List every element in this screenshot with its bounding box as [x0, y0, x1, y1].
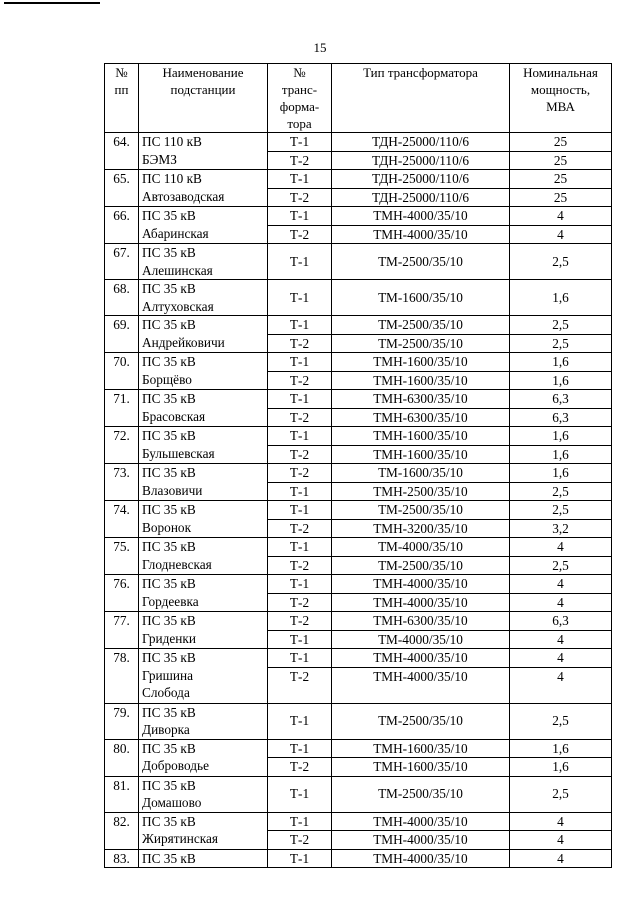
transformer-no: Т-2 [268, 188, 331, 207]
transformer-no: Т-1 [289, 208, 310, 223]
rated-power: 2,5 [510, 482, 611, 501]
row-number: 82. [105, 812, 139, 849]
transformer-no-cell [268, 812, 332, 849]
transformer-type: ТМН-1600/35/10 [373, 428, 468, 443]
transformer-type: ТМ-2500/35/10 [332, 334, 509, 353]
substation-name-line: Гришина [142, 667, 193, 683]
page-number: 15 [313, 40, 327, 55]
table-row [105, 649, 612, 704]
transformer-type: ТДН-25000/110/6 [371, 171, 470, 186]
table-row [105, 464, 612, 501]
rated-power: 25 [553, 171, 568, 186]
substation-name [139, 316, 268, 353]
substation-name-line: ПС 35 кВ [142, 391, 196, 406]
table-row [105, 849, 612, 868]
substation-name-line: Абаринская [142, 225, 209, 241]
substation-name-line: Автозаводская [142, 188, 225, 204]
transformer-type-cell: ТМ-2500/35/10 [332, 703, 510, 739]
transformer-type-cell: ТМ-1600/35/10 [332, 280, 510, 316]
substation-name-line: Диворка [142, 722, 190, 737]
table-row [105, 280, 612, 316]
rated-power: 4 [510, 667, 611, 686]
rated-power: 4 [557, 813, 564, 829]
rated-power: 2,5 [510, 556, 611, 575]
transformer-type-cell [332, 170, 510, 207]
transformer-no-cell: Т-1 [268, 776, 332, 812]
table-row [105, 501, 612, 538]
transformer-type-cell [332, 812, 510, 849]
row-number: 74. [105, 501, 139, 538]
transformer-no: Т-2 [268, 225, 331, 244]
rated-power: 4 [510, 630, 611, 649]
rated-power-cell [510, 353, 612, 390]
rated-power: 2,5 [552, 317, 569, 332]
row-number: 71. [105, 390, 139, 427]
header-rated-power: Номинальная мощность, МВА [510, 64, 612, 133]
substation-name-line: ПС 35 кВ [142, 740, 196, 756]
substation-name [139, 849, 268, 868]
table-row [105, 244, 612, 280]
rated-power-cell [510, 649, 612, 704]
transformer-type-cell [332, 501, 510, 538]
substation-name-line: ПС 35 кВ [142, 704, 196, 720]
row-number: 77. [105, 612, 139, 649]
transformer-type: ТМН-3200/35/10 [332, 519, 509, 538]
transformer-no-cell [268, 390, 332, 427]
substation-name-line: ПС 35 кВ [142, 650, 196, 665]
transformer-type-cell [332, 575, 510, 612]
transformer-no: Т-2 [268, 667, 331, 686]
rated-power: 25 [510, 151, 611, 170]
transformer-type: ТМН-6300/35/10 [373, 613, 468, 628]
transformer-type: ТМН-4000/35/10 [373, 650, 468, 665]
rated-power-cell [510, 501, 612, 538]
substation-name-line: ПС 35 кВ [142, 613, 196, 628]
transformer-no: Т-2 [268, 830, 331, 849]
substation-name-line: Воронок [142, 519, 192, 535]
substation-name-line: Брасовская [142, 408, 206, 424]
transformer-type: ТМН-1600/35/10 [373, 740, 468, 756]
substation-name [139, 649, 268, 704]
transformer-type: ТМН-2500/35/10 [332, 482, 509, 501]
rated-power: 4 [557, 208, 564, 223]
cell-padding [510, 685, 611, 703]
transformer-no-cell [268, 575, 332, 612]
substation-name [139, 464, 268, 501]
rated-power-cell: 2,5 [510, 244, 612, 280]
rated-power: 25 [510, 188, 611, 207]
substation-name [139, 776, 268, 812]
table-row [105, 612, 612, 649]
substation-name-line: ПС 35 кВ [142, 576, 196, 591]
table-header-row [105, 64, 612, 133]
substation-name [139, 353, 268, 390]
substation-name [139, 427, 268, 464]
transformer-no: Т-1 [289, 502, 310, 517]
row-number: 70. [105, 353, 139, 390]
transformer-type-cell [332, 390, 510, 427]
transformer-no: Т-1 [268, 630, 331, 649]
transformer-no-cell: Т-1 [268, 244, 332, 280]
substation-name-line: Доброводье [142, 758, 209, 773]
row-number: 81. [105, 776, 139, 812]
cell-padding [332, 685, 509, 703]
rated-power-cell: 4 [510, 849, 612, 868]
transformer-no: Т-1 [289, 539, 310, 554]
rated-power-cell: 2,5 [510, 776, 612, 812]
substation-name-line: ПС 35 кВ [142, 428, 196, 443]
substation-name-line: ПС 35 кВ [142, 281, 196, 296]
substation-name [139, 612, 268, 649]
rated-power: 4 [510, 225, 611, 244]
rated-power: 1,6 [552, 428, 569, 443]
row-number: 69. [105, 316, 139, 353]
substation-name-line: ПС 110 кВ [142, 171, 202, 186]
substation-name [139, 703, 268, 739]
transformer-type: ТДН-25000/110/6 [332, 151, 509, 170]
table-row [105, 133, 612, 170]
transformer-no: Т-2 [268, 151, 331, 170]
transformer-type: ТМН-1600/35/10 [373, 354, 468, 369]
transformer-no-cell [268, 316, 332, 353]
rated-power: 1,6 [510, 445, 611, 464]
rated-power-cell [510, 739, 612, 776]
substation-name [139, 739, 268, 776]
substation-name [139, 390, 268, 427]
header-transformer-type: Тип трансформатора [332, 64, 510, 133]
transformer-no: Т-1 [268, 482, 331, 501]
transformer-type: ТМН-4000/35/10 [332, 225, 509, 244]
table-row [105, 575, 612, 612]
rated-power: 2,5 [510, 334, 611, 353]
transformer-type: ТМ-4000/35/10 [378, 539, 463, 554]
table-row [105, 812, 612, 849]
substation-name-line: ПС 35 кВ [142, 813, 196, 829]
rated-power: 1,6 [552, 740, 569, 756]
rated-power-cell [510, 464, 612, 501]
transformer-type: ТМН-1600/35/10 [332, 371, 509, 390]
rated-power: 3,2 [510, 519, 611, 538]
row-number: 68. [105, 280, 139, 316]
substation-name-line: Алтуховская [142, 298, 214, 314]
header-substation: Наименование подстанции [139, 64, 268, 133]
transformer-no-cell [268, 464, 332, 501]
row-number: 83. [105, 849, 139, 868]
rated-power: 4 [557, 539, 564, 554]
transformer-type-cell [332, 427, 510, 464]
table-row [105, 427, 612, 464]
table-row [105, 353, 612, 390]
transformer-no: Т-1 [289, 576, 310, 591]
rated-power-cell [510, 316, 612, 353]
transformer-no: Т-2 [268, 593, 331, 612]
transformer-no: Т-2 [268, 556, 331, 575]
row-number: 65. [105, 170, 139, 207]
rated-power: 1,6 [552, 465, 569, 480]
rated-power: 6,3 [510, 408, 611, 427]
rated-power-cell [510, 538, 612, 575]
table-row [105, 538, 612, 575]
table-row [105, 207, 612, 244]
rated-power-cell [510, 207, 612, 244]
transformer-type-cell [332, 612, 510, 649]
rated-power-cell [510, 612, 612, 649]
substation-name-line: Домашово [142, 795, 202, 810]
transformer-type-cell: ТМ-2500/35/10 [332, 244, 510, 280]
transformer-no-cell [268, 133, 332, 170]
substation-name [139, 575, 268, 612]
rated-power-cell: 1,6 [510, 280, 612, 316]
transformer-type: ТМН-4000/35/10 [373, 576, 468, 591]
transformer-type-cell [332, 739, 510, 776]
substation-name-line: Андрейковичи [142, 334, 225, 350]
transformer-type-cell [332, 464, 510, 501]
transformer-no: Т-2 [289, 465, 310, 480]
transformer-no: Т-1 [289, 813, 310, 829]
rated-power-cell [510, 390, 612, 427]
substation-name [139, 501, 268, 538]
transformer-no-cell [268, 501, 332, 538]
transformer-no: Т-1 [289, 171, 310, 186]
substation-name-line: ПС 35 кВ [142, 777, 196, 793]
substation-name [139, 244, 268, 280]
table-row [105, 316, 612, 353]
rated-power: 1,6 [510, 757, 611, 776]
table-row [105, 703, 612, 739]
transformer-type: ТМН-4000/35/10 [373, 813, 468, 829]
corner-mark [4, 2, 100, 4]
substation-name-line: Гриденки [142, 630, 196, 646]
rated-power: 25 [553, 134, 568, 149]
rated-power-cell [510, 575, 612, 612]
substation-name-line: Влазовичи [142, 482, 203, 498]
transformer-no-cell: Т-1 [268, 280, 332, 316]
row-number: 78. [105, 649, 139, 704]
transformer-type: ТМ-4000/35/10 [332, 630, 509, 649]
rated-power-cell [510, 812, 612, 849]
substation-name-line: ПС 110 кВ [142, 134, 202, 149]
table-row [105, 390, 612, 427]
transformer-no-cell [268, 353, 332, 390]
header-transformer-no: № транс- форма- тора [268, 64, 332, 133]
substation-name-line: ПС 35 кВ [142, 850, 196, 866]
substation-name-line: Бульшевская [142, 445, 215, 461]
transformer-no-cell [268, 612, 332, 649]
substation-name-line: БЭМЗ [142, 151, 177, 167]
transformer-no: Т-2 [268, 757, 331, 776]
transformer-type: ТМ-1600/35/10 [378, 465, 463, 480]
substation-name-line: Жирятинская [142, 831, 219, 846]
row-number: 80. [105, 739, 139, 776]
substation-name [139, 133, 268, 170]
rated-power-cell: 2,5 [510, 703, 612, 739]
transformer-type-cell: ТМН-4000/35/10 [332, 849, 510, 868]
table-row [105, 776, 612, 812]
substation-name-line: ПС 35 кВ [142, 465, 196, 480]
transformer-no: Т-1 [289, 740, 310, 756]
rated-power-cell [510, 170, 612, 207]
cell-padding [268, 685, 331, 703]
substation-name [139, 170, 268, 207]
transformer-type: ТМ-2500/35/10 [378, 502, 463, 517]
transformer-type: ТМ-2500/35/10 [378, 317, 463, 332]
substation-name-line: ПС 35 кВ [142, 317, 196, 332]
substation-name [139, 280, 268, 316]
table-row [105, 170, 612, 207]
transformer-no: Т-1 [289, 354, 310, 369]
substation-name [139, 812, 268, 849]
substation-name-line: Алешинская [142, 262, 213, 278]
row-number: 79. [105, 703, 139, 739]
row-number: 73. [105, 464, 139, 501]
row-number: 66. [105, 207, 139, 244]
transformer-no: Т-1 [289, 317, 310, 332]
row-number: 76. [105, 575, 139, 612]
transformer-no: Т-1 [289, 650, 310, 665]
substation-name-line: Глодневская [142, 556, 212, 572]
transformer-no: Т-1 [289, 391, 310, 406]
transformer-no: Т-1 [289, 134, 310, 149]
transformer-type: ТМН-4000/35/10 [332, 593, 509, 612]
rated-power: 4 [557, 650, 564, 665]
transformer-type-cell [332, 538, 510, 575]
substation-name-line: ПС 35 кВ [142, 539, 196, 554]
rated-power-cell [510, 427, 612, 464]
transformer-no: Т-2 [268, 408, 331, 427]
transformer-no-cell [268, 170, 332, 207]
header-number: № пп [105, 64, 139, 133]
transformer-table [104, 63, 612, 868]
table-body [105, 133, 612, 868]
transformer-no-cell [268, 538, 332, 575]
transformer-type-cell [332, 649, 510, 704]
transformer-no: Т-2 [289, 613, 310, 628]
substation-name-line: Гордеевка [142, 593, 199, 609]
transformer-type: ТДН-25000/110/6 [371, 134, 470, 149]
transformer-type-cell [332, 353, 510, 390]
transformer-no-cell: Т-1 [268, 703, 332, 739]
transformer-no-cell [268, 649, 332, 704]
substation-name-line: Слобода [142, 685, 190, 700]
substation-name-line: ПС 35 кВ [142, 502, 196, 517]
rated-power: 4 [510, 830, 611, 849]
transformer-no: Т-1 [289, 428, 310, 443]
rated-power: 6,3 [552, 391, 569, 406]
substation-name-line: Борщёво [142, 371, 192, 387]
transformer-no: Т-2 [268, 519, 331, 538]
substation-name-line: ПС 35 кВ [142, 245, 196, 260]
transformer-type: ТДН-25000/110/6 [332, 188, 509, 207]
transformer-no-cell: Т-1 [268, 849, 332, 868]
transformer-type: ТМН-4000/35/10 [332, 667, 509, 686]
rated-power: 6,3 [552, 613, 569, 628]
transformer-type: ТМН-6300/35/10 [373, 391, 468, 406]
substation-name [139, 207, 268, 244]
substation-name-line: ПС 35 кВ [142, 354, 196, 369]
transformer-type-cell: ТМ-2500/35/10 [332, 776, 510, 812]
table-row [105, 739, 612, 776]
transformer-type-cell [332, 316, 510, 353]
transformer-type-cell [332, 207, 510, 244]
rated-power: 1,6 [552, 354, 569, 369]
row-number: 72. [105, 427, 139, 464]
transformer-no-cell [268, 207, 332, 244]
row-number: 75. [105, 538, 139, 575]
rated-power: 1,6 [510, 371, 611, 390]
transformer-no: Т-2 [268, 371, 331, 390]
transformer-type: ТМН-4000/35/10 [373, 208, 468, 223]
transformer-type: ТМН-1600/35/10 [332, 445, 509, 464]
row-number: 67. [105, 244, 139, 280]
transformer-type: ТМН-6300/35/10 [332, 408, 509, 427]
transformer-no-cell [268, 739, 332, 776]
transformer-no: Т-2 [268, 334, 331, 353]
substation-name-line: ПС 35 кВ [142, 208, 196, 223]
rated-power: 4 [557, 576, 564, 591]
transformer-type-cell [332, 133, 510, 170]
rated-power: 4 [510, 593, 611, 612]
row-number: 64. [105, 133, 139, 170]
transformer-no: Т-2 [268, 445, 331, 464]
substation-name [139, 538, 268, 575]
transformer-type: ТМ-2500/35/10 [332, 556, 509, 575]
transformer-type: ТМН-4000/35/10 [332, 830, 509, 849]
transformer-no-cell [268, 427, 332, 464]
rated-power: 2,5 [552, 502, 569, 517]
transformer-type: ТМН-1600/35/10 [332, 757, 509, 776]
rated-power-cell [510, 133, 612, 170]
